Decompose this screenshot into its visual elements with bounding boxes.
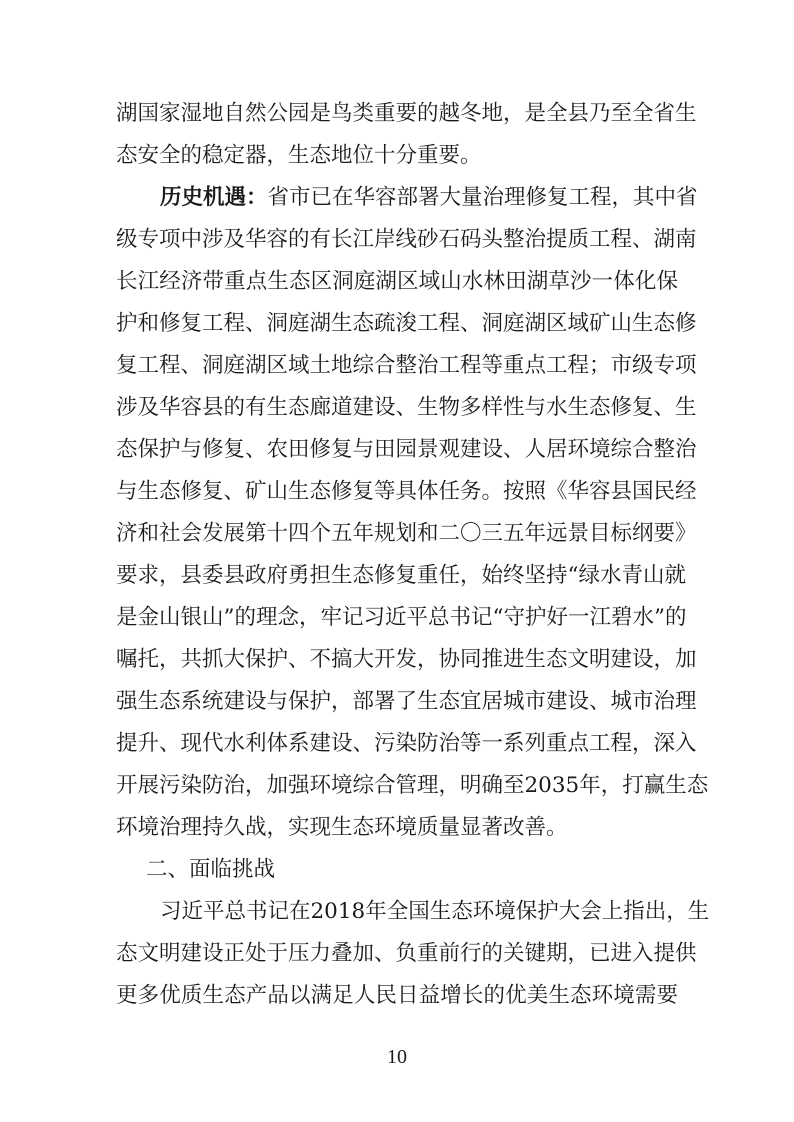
paragraph-line: 湖国家湿地自然公园是鸟类重要的越冬地，是全县乃至全省生 bbox=[116, 101, 697, 126]
paragraph-line: 级专项中涉及华容的有长江岸线砂石码头整治提质工程、湖南 bbox=[116, 227, 697, 252]
paragraph-line: 强生态系统建设与保护，部署了生态宜居城市建设、城市治理 bbox=[116, 689, 697, 714]
paragraph-line: 提升、现代水利体系建设、污染防治等一系列重点工程，深入 bbox=[116, 731, 697, 756]
paragraph-line: 嘱托，共抓大保护、不搞大开发，协同推进生态文明建设，加 bbox=[116, 647, 697, 672]
paragraph-line: 与生态修复、矿山生态修复等具体任务。按照《华容县国民经 bbox=[116, 479, 697, 504]
paragraph-line: 更多优质生态产品以满足人民日益增长的优美生态环境需要 bbox=[116, 983, 678, 1008]
paragraph-line: 环境治理持久战，实现生态环境质量显著改善。 bbox=[116, 815, 568, 840]
paragraph-line: 态保护与修复、农田修复与田园景观建设、人居环境综合整治 bbox=[116, 437, 697, 462]
paragraph-line: 护和修复工程、洞庭湖生态疏浚工程、洞庭湖区域矿山生态修 bbox=[116, 311, 697, 336]
paragraph-first-line bbox=[160, 184, 698, 212]
paragraph-text: 省市已在华容部署大量治理修复工程，其中省 bbox=[267, 185, 698, 210]
paragraph-line: 涉及华容县的有生态廊道建设、生物多样性与水生态修复、生 bbox=[116, 395, 697, 420]
paragraph-line: 长江经济带重点生态区洞庭湖区域山水林田湖草沙一体化保 bbox=[116, 269, 678, 294]
page-number: 10 bbox=[387, 1046, 407, 1068]
section-heading: 二、面临挑战 bbox=[146, 857, 276, 882]
paragraph-lead-label: 历史机遇： bbox=[160, 185, 268, 210]
paragraph-line: 要求，县委县政府勇担生态修复重任，始终坚持“绿水青山就 bbox=[116, 563, 686, 588]
paragraph-line: 态安全的稳定器，生态地位十分重要。 bbox=[116, 143, 482, 168]
paragraph-line: 习近平总书记在2018年全国生态环境保护大会上指出，生 bbox=[160, 899, 710, 924]
paragraph-line: 开展污染防治，加强环境综合管理，明确至2035年，打赢生态 bbox=[116, 773, 709, 798]
paragraph-line: 态文明建设正处于压力叠加、负重前行的关键期，已进入提供 bbox=[116, 941, 697, 966]
paragraph-line: 济和社会发展第十四个五年规划和二〇三五年远景目标纲要》 bbox=[116, 521, 697, 546]
paragraph-line: 复工程、洞庭湖区域土地综合整治工程等重点工程；市级专项 bbox=[116, 353, 697, 378]
paragraph-line: 是金山银山”的理念，牢记习近平总书记“守护好一江碧水”的 bbox=[116, 605, 687, 630]
